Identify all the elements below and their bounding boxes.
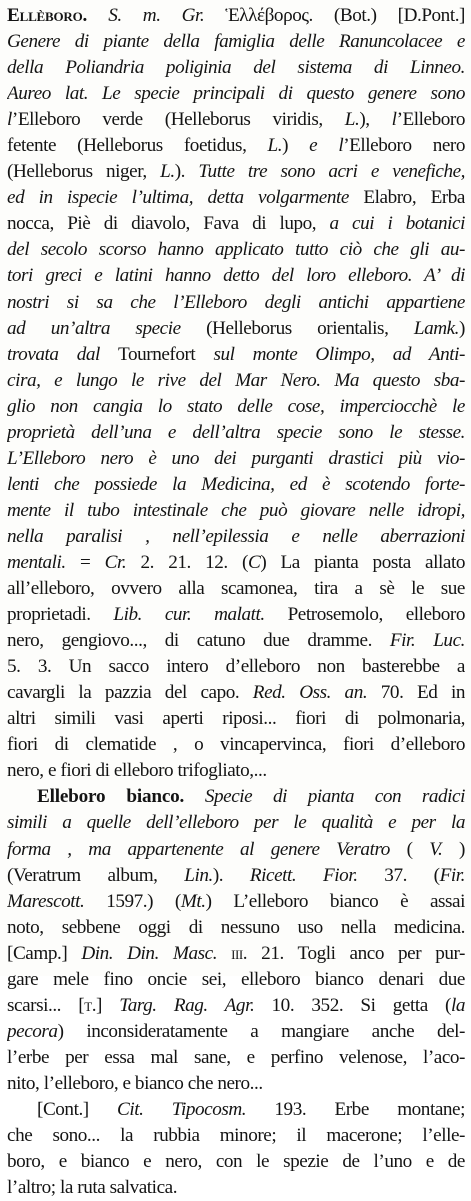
- text-run: che sono... la rubbia minore; il macerone; l’elle-: [7, 1125, 465, 1147]
- text-run: Elabro, Erba: [363, 187, 465, 209]
- text-line: [7, 1175, 465, 1201]
- text-line: [7, 941, 465, 967]
- text-run: Lib. cur. malatt.: [113, 604, 265, 626]
- text-run: cira, e lungo le rive del Mar Nero. Ma questo sba-: [7, 369, 465, 391]
- text-run: fiori di clematide , o vincapervinca, fiori d’elleboro: [7, 734, 465, 756]
- text-line: [7, 342, 465, 368]
- text-line: [7, 1019, 465, 1045]
- text-line: [7, 967, 465, 993]
- text-run: C: [247, 551, 261, 573]
- text-run: pecora: [7, 1020, 58, 1042]
- text-run: ).: [174, 161, 199, 183]
- text-line: [7, 3, 465, 29]
- text-run: Mt.: [180, 890, 206, 912]
- text-run: è uno dei purganti drastici più vio-: [148, 447, 465, 469]
- text-run: ad un’altra specie: [7, 317, 207, 339]
- text-line: [7, 680, 465, 706]
- text-run: Fir. Luc.: [389, 630, 465, 652]
- text-line: [7, 654, 465, 680]
- text-line: [7, 263, 465, 289]
- text-run: [Cont.]: [37, 1098, 118, 1120]
- text-run: e l: [309, 135, 344, 157]
- text-line: [7, 1123, 465, 1149]
- text-line: [7, 889, 465, 915]
- text-line: [7, 185, 465, 211]
- text-run: (: [406, 838, 430, 860]
- text-line: [7, 316, 465, 342]
- text-run: mente il tubo intestinale che può giovare nelle idropi,: [7, 499, 465, 521]
- text-line: [7, 133, 465, 159]
- text-run: boro, e bianco e nero, con le spezie de l’uno e de: [7, 1151, 465, 1173]
- text-line: [7, 290, 465, 316]
- text-run: . 21. Togli anco per pur-: [242, 942, 465, 964]
- text-run: Genere di piante della famiglia delle Ranuncolacee e: [7, 31, 465, 53]
- text-run: L.: [267, 135, 283, 157]
- text-run: Lamk.: [413, 317, 460, 339]
- text-run: l: [7, 109, 12, 131]
- text-run: .]: [91, 994, 120, 1016]
- text-run: ).: [212, 864, 250, 886]
- text-run: ) inconsideratamente a mangiare anche del-: [57, 1020, 465, 1042]
- text-run: t: [84, 994, 92, 1016]
- text-run: Aureo lat. Le specie principali di questo genere sono: [7, 83, 465, 105]
- text-run: cavargli la pazzia del capo.: [7, 682, 253, 704]
- text-line: [7, 368, 465, 394]
- text-run: 10. 352. Si getta (: [254, 994, 451, 1016]
- text-line: [7, 758, 465, 784]
- text-line: [7, 732, 465, 758]
- text-line: [7, 1071, 465, 1097]
- text-run: V.: [429, 838, 443, 860]
- text-run: Tournefort: [118, 343, 214, 365]
- text-run: nostri si sa che l’Elleboro degli antichi appartiene: [7, 291, 465, 313]
- text-run: del secolo scorso hanno applicato tutto ciò che gli au-: [7, 239, 465, 261]
- text-run: noto, sebbene oggi di nessuno uso nella medicina.: [7, 916, 465, 938]
- text-line: [7, 29, 465, 55]
- text-run: proprietà dell’una e dell’altra specie sono le stesse.: [7, 421, 465, 443]
- text-line: [7, 550, 465, 576]
- text-run: Red. Oss. an.: [252, 682, 368, 704]
- text-run: ),: [359, 109, 392, 131]
- text-run: fetente (Helleborus foetidus,: [7, 135, 268, 157]
- text-line: [7, 446, 465, 472]
- text-run: ): [442, 838, 465, 860]
- text-run: a cui i botanici: [329, 213, 465, 235]
- text-run: Tutte tre sono acri e venefiche,: [198, 161, 465, 183]
- text-run: proprietadi.: [7, 604, 114, 626]
- text-line: [7, 107, 465, 133]
- text-run: nito, l’elleboro, e bianco che nero...: [7, 1072, 263, 1094]
- text-run: simili a quelle dell’elleboro per le qualità e per la: [7, 812, 465, 834]
- text-run: la: [450, 994, 465, 1016]
- text-line: [7, 394, 465, 420]
- text-run: iii: [231, 942, 243, 964]
- text-run: =: [65, 551, 105, 573]
- headword: Ellèboro.: [7, 5, 88, 26]
- text-run: [Camp.]: [7, 942, 82, 964]
- text-run: Din. Din. Masc.: [81, 942, 218, 964]
- text-run: ’Elleboro: [396, 109, 465, 131]
- text-run: 1597.) (: [84, 890, 181, 912]
- text-run: (Helleborus orientalis,: [206, 317, 414, 339]
- text-line: [7, 576, 465, 602]
- text-line: [7, 420, 465, 446]
- text-run: altri simili vasi aperti riposi... fiori di polmonaria,: [7, 708, 465, 730]
- text-run: della Poliandria poliginia del sistema di Linneo.: [7, 57, 465, 79]
- text-run: ) L’elleboro bianco è assai: [205, 890, 465, 912]
- text-run: [217, 943, 231, 964]
- text-line: [7, 837, 465, 863]
- text-line: [7, 1045, 465, 1071]
- text-run: l’altro; la ruta salvatica.: [7, 1177, 178, 1199]
- text-run: Lin.: [184, 864, 213, 886]
- text-run: Cit. Tipocosm.: [117, 1098, 247, 1120]
- text-line: [7, 55, 465, 81]
- text-run: ): [282, 135, 310, 157]
- text-run: ): [459, 317, 465, 339]
- text-line: [7, 706, 465, 732]
- text-line: [7, 810, 465, 836]
- text-run: lenti che possiede la Medicina, ed è scotendo forte-: [7, 473, 465, 495]
- text-run: 193. Erbe montane;: [246, 1098, 465, 1120]
- text-line: [7, 211, 465, 237]
- text-line: [7, 498, 465, 524]
- text-run: gare mele fino oncie sei, elleboro bianco denari due: [7, 968, 465, 990]
- text-run: scarsi... [: [7, 994, 85, 1016]
- text-run: L.: [160, 161, 175, 183]
- text-run: 70. Ed in: [367, 682, 465, 704]
- text-run: ) La pianta posta allato: [260, 551, 465, 573]
- text-run: tori greci e latini hanno detto del loro elleboro. A’ di: [7, 265, 465, 287]
- text-line: [7, 784, 465, 810]
- text-line: [7, 472, 465, 498]
- text-run: 5. 3. Un sacco intero d’elleboro non basterebbe a: [7, 656, 465, 678]
- text-run: sul monte Olimpo, ad Anti-: [213, 343, 465, 365]
- text-run: mentali.: [7, 551, 66, 573]
- text-line: [7, 159, 465, 185]
- text-line: [7, 993, 465, 1019]
- text-run: Specie di pianta con radici: [184, 786, 465, 808]
- text-run: nero, gengiovo..., di catuno due dramme.: [7, 630, 390, 652]
- text-run: Marescott.: [7, 890, 85, 912]
- text-run: Fir.: [439, 864, 465, 886]
- dictionary-entry-elleboro: [7, 3, 465, 1201]
- text-run: all’elleboro, ovvero alla scamonea, tira a sè le sue: [7, 578, 465, 600]
- text-run: 2. 21. 12. (: [140, 551, 248, 573]
- text-run: glio non cangia lo stato delle cose, imperciocchè le: [7, 395, 465, 417]
- text-line: [7, 863, 465, 889]
- text-run: forma , ma appartenente al genere Veratro: [7, 838, 407, 860]
- text-run: l’erbe per essa mal sane, e perfino velenose, l’aco-: [7, 1046, 465, 1068]
- text-line: [7, 524, 465, 550]
- text-run: Targ. Rag. Agr.: [119, 994, 255, 1016]
- text-run: nella paralisi , nell’epilessia e nelle aberrazioni: [7, 525, 465, 547]
- text-run: ’Elleboro verde (Helleborus viridis,: [11, 109, 345, 131]
- text-run: ed in ispecie l’ultima, detta volgarmente: [7, 187, 364, 209]
- text-line: [7, 1097, 465, 1123]
- text-line: [7, 628, 465, 654]
- text-run: Ricett. Fior.: [249, 864, 358, 886]
- text-line: [7, 602, 465, 628]
- text-run: (Helleborus niger,: [7, 161, 161, 183]
- text-run: nocca, Piè di diavolo, Fava di lupo,: [7, 213, 330, 235]
- text-run: nero, e fiori di elleboro trifogliato,...: [7, 760, 267, 782]
- text-run: Cr.: [104, 551, 141, 573]
- text-run: Ἑλλέβορος. (Bot.) [D.Pont.]: [225, 5, 465, 26]
- text-run: l: [391, 109, 397, 131]
- text-run: ’Elleboro nero: [343, 135, 465, 157]
- text-run: (Veratrum album,: [7, 864, 185, 886]
- text-run: 37. (: [357, 864, 440, 886]
- text-run: trovata dal: [7, 343, 119, 365]
- text-run: L’Elleboro nero: [7, 447, 149, 469]
- text-run: Petrosemolo, elleboro: [264, 604, 465, 626]
- text-line: [7, 81, 465, 107]
- text-run: S. m. Gr.: [87, 5, 226, 26]
- text-line: [7, 237, 465, 263]
- text-line: [7, 1149, 465, 1175]
- headword: Elleboro bianco.: [37, 786, 185, 808]
- text-line: [7, 915, 465, 941]
- text-run: L.: [344, 109, 360, 131]
